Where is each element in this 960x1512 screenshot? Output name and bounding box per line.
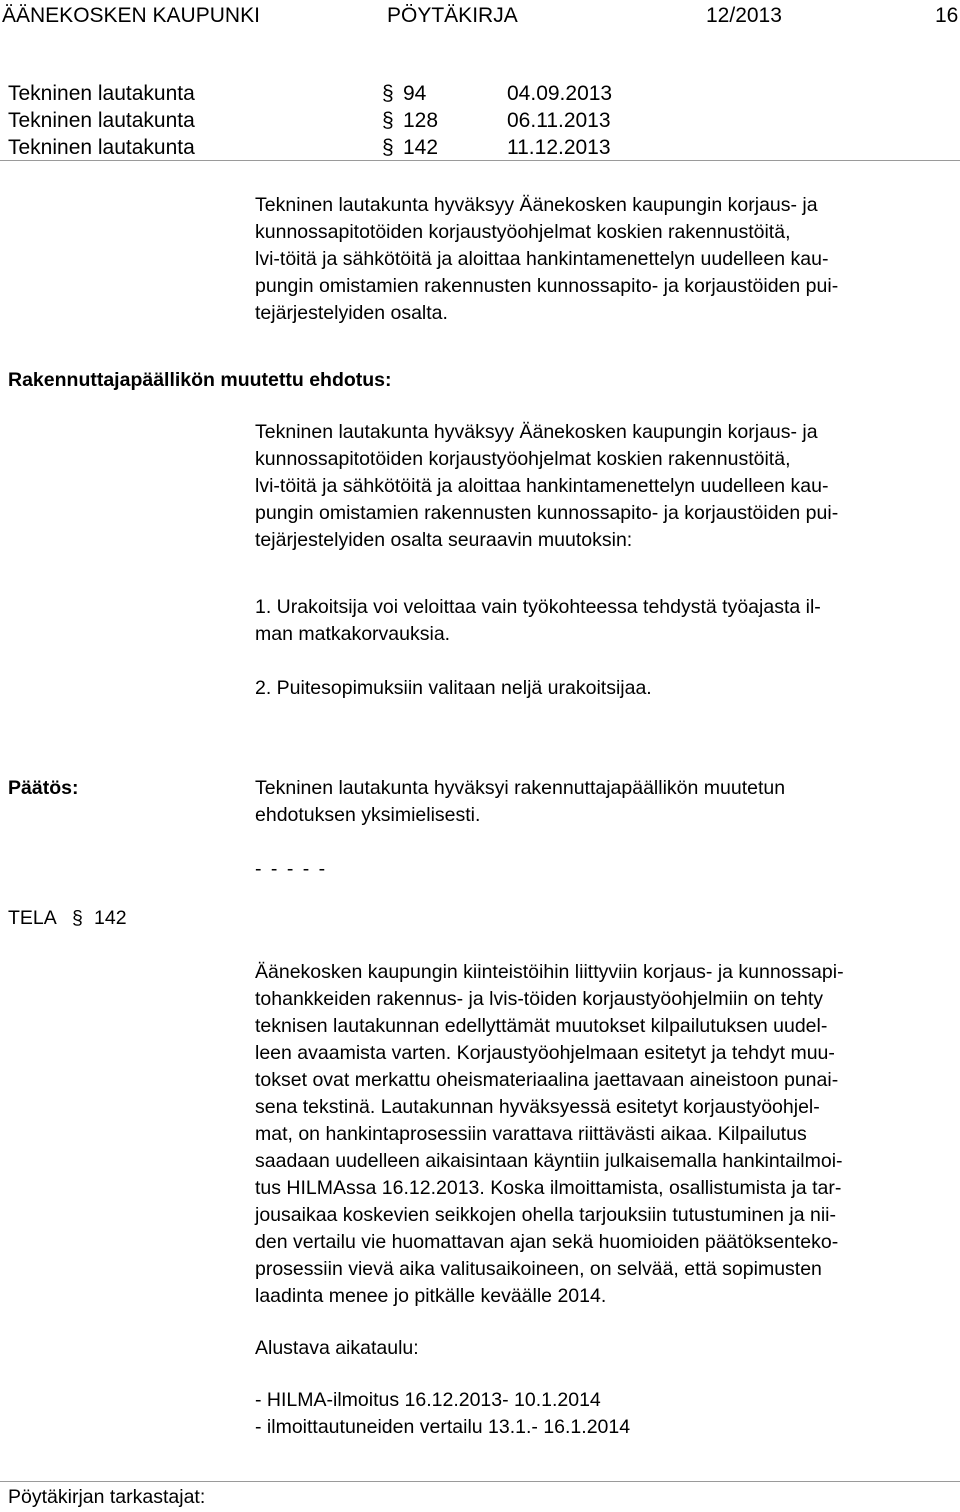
decision-label: Päätös:: [8, 777, 79, 799]
meeting-body: Tekninen lautakunta: [8, 82, 195, 105]
text-line: saadaan uudelleen aikaisintaan käyntiin julkaisemalla hankintailmoi-: [255, 1150, 843, 1172]
text-line: kunnossapitotöiden korjaustyöohjelmat koskien rakennustöitä,: [255, 221, 791, 243]
section-mark: §: [382, 82, 394, 105]
text-line: teknisen lautakunnan edellyttämät muutokset kilpailutuksen uudel-: [255, 1015, 828, 1037]
text-line: 1. Urakoitsija voi veloittaa vain työkohteessa tehdystä työajasta il-: [255, 596, 821, 618]
amended-proposal-label: Rakennuttajapäällikön muutettu ehdotus:: [8, 369, 392, 391]
schedule-item: - HILMA-ilmoitus 16.12.2013- 10.1.2014: [255, 1389, 601, 1411]
schedule-item: - ilmoittautuneiden vertailu 13.1.- 16.1.2014: [255, 1416, 631, 1438]
amended-item-2: [255, 675, 652, 702]
text-line: tohankkeiden rakennus- ja lvis-töiden korjaustyöohjelmiin on tehty: [255, 988, 823, 1010]
schedule-list: [255, 1387, 630, 1441]
section-mark: §: [72, 907, 83, 929]
meeting-body: Tekninen lautakunta: [8, 136, 195, 159]
meeting-date: 06.11.2013: [507, 109, 611, 132]
meeting-date: 11.12.2013: [507, 136, 611, 159]
amended-item-1: [255, 594, 821, 648]
page-number: 16: [935, 4, 959, 27]
tela-body: [255, 959, 844, 1310]
org-name: ÄÄNEKOSKEN KAUPUNKI: [2, 4, 260, 27]
meeting-date: 04.09.2013: [507, 82, 613, 105]
text-line: kunnossapitotöiden korjaustyöohjelmat koskien rakennustöitä,: [255, 448, 791, 470]
text-line: tejärjestelyiden osalta seuraavin muutoksin:: [255, 529, 633, 551]
text-line: 2. Puitesopimuksiin valitaan neljä urakoitsijaa.: [255, 677, 652, 699]
separator-dashes: - - - - -: [255, 858, 328, 880]
meeting-number: 128: [403, 109, 439, 132]
text-line: Tekninen lautakunta hyväksyy Äänekosken kaupungin korjaus- ja: [255, 194, 818, 216]
footer-divider: [0, 1481, 960, 1482]
schedule-label: [255, 1335, 419, 1362]
issue-number: 12/2013: [706, 4, 782, 27]
text-line: Alustava aikataulu:: [255, 1337, 419, 1359]
text-line: Tekninen lautakunta hyväksyi rakennuttajapäällikön muutetun: [255, 777, 786, 799]
text-line: pungin omistamien rakennusten kunnossapito- ja korjaustöiden pui-: [255, 275, 839, 297]
text-line: Tekninen lautakunta hyväksyy Äänekosken kaupungin korjaus- ja: [255, 421, 818, 443]
text-line: Äänekosken kaupungin kiinteistöihin liittyviin korjaus- ja kunnossapi-: [255, 961, 844, 983]
text-line: man matkakorvauksia.: [255, 623, 451, 645]
text-line: lvi-töitä ja sähkötöitä ja aloittaa hankintamenettelyn uudelleen kau-: [255, 248, 829, 270]
text-line: den vertailu vie huomattavan ajan sekä huomioiden päätöksenteko-: [255, 1231, 839, 1253]
text-line: lvi-töitä ja sähkötöitä ja aloittaa hankintamenettelyn uudelleen kau-: [255, 475, 829, 497]
text-line: tus HILMAssa 16.12.2013. Koska ilmoittamista, osallistumista ja tar-: [255, 1177, 842, 1199]
meeting-number: 142: [403, 136, 439, 159]
section-mark: §: [382, 109, 394, 132]
original-proposal: [255, 192, 838, 327]
text-line: jousaikaa koskevien seikkojen ohella tarjouksiin tutustuminen ja nii-: [255, 1204, 836, 1226]
section-mark: §: [382, 136, 394, 159]
text-line: sena tekstinä. Lautakunnan hyväksyessä esitetyt korjaustyöohjel-: [255, 1096, 820, 1118]
text-line: prosessiin vievä aika valitusaikoineen, on selvää, että sopimusten: [255, 1258, 822, 1280]
text-line: tejärjestelyiden osalta.: [255, 302, 448, 324]
header-divider: [0, 160, 960, 161]
reviewers-label: Pöytäkirjan tarkastajat:: [8, 1486, 206, 1508]
meeting-body: Tekninen lautakunta: [8, 109, 195, 132]
text-line: pungin omistamien rakennusten kunnossapito- ja korjaustöiden pui-: [255, 502, 839, 524]
text-line: mat, on hankintaprosessiin varattava riittävästi aikaa. Kilpailutus: [255, 1123, 807, 1145]
text-line: laadinta menee jo pitkälle keväälle 2014.: [255, 1285, 607, 1307]
decision-text: [255, 775, 785, 829]
tela-label: TELA: [8, 907, 57, 929]
text-line: ehdotuksen yksimielisesti.: [255, 804, 481, 826]
doc-type: PÖYTÄKIRJA: [387, 4, 518, 27]
text-line: tokset ovat merkattu oheismateriaalina jaettavaan aineistoon punai-: [255, 1069, 839, 1091]
amended-proposal: [255, 419, 838, 554]
text-line: leen avaamista varten. Korjaustyöohjelmaan esitetyt ja tehdyt muu-: [255, 1042, 835, 1064]
meeting-number: 94: [403, 82, 427, 105]
tela-number: 142: [94, 907, 127, 929]
